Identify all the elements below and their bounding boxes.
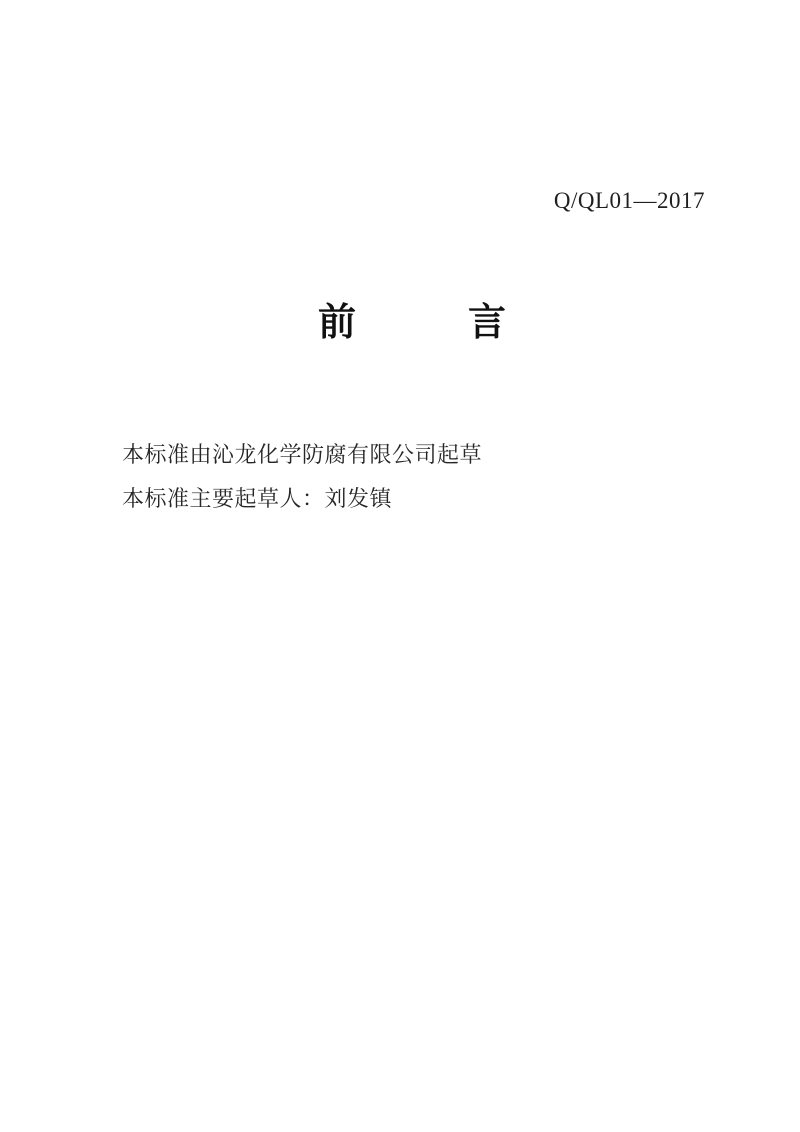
- page-title-char-yan: 言: [468, 302, 507, 344]
- doc-number: Q/QL01—2017: [553, 188, 705, 213]
- page-title: [12, 303, 800, 345]
- foreword-drafters-line: 本标准主要起草人：刘发镇: [122, 486, 393, 511]
- page-title-char-qian: 前: [317, 302, 356, 344]
- foreword-drafting-org-line: 本标准由沁龙化学防腐有限公司起草: [122, 442, 483, 467]
